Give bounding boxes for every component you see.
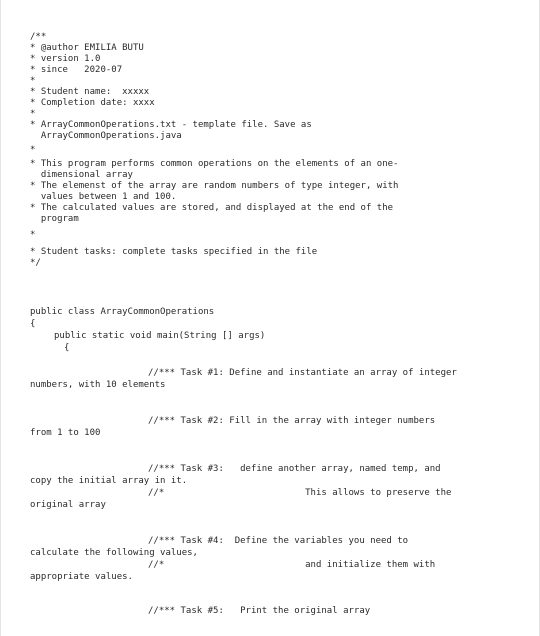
task-comment-line: numbers, with 10 elements — [30, 380, 166, 390]
main-method-declaration: public static void main(String [] args) — [54, 331, 266, 341]
author-line: * @author EMILIA BUTU — [30, 43, 144, 53]
student-tasks-line: * Student tasks: complete tasks specified in the file — [30, 247, 318, 257]
comment-blank-line: * — [30, 145, 36, 155]
class-declaration: public class ArrayCommonOperations — [30, 307, 215, 317]
description-line: * This program performs common operations on the elements of an one- — [30, 159, 399, 169]
task-comment-line: //* and initialize them with — [148, 560, 436, 570]
task-comment-line: copy the initial array in it. — [30, 476, 188, 486]
description-line: program — [30, 214, 79, 224]
completion-date-line: * Completion date: xxxx — [30, 98, 155, 108]
version-line: * version 1.0 — [30, 54, 101, 64]
comment-blank-line: * — [30, 76, 36, 86]
comment-blank-line: * — [30, 230, 36, 240]
task-comment-line: //*** Task #5: Print the original array — [148, 606, 371, 616]
task-comment-line: appropriate values. — [30, 572, 133, 582]
file-info-line: * ArrayCommonOperations.txt - template file. Save as — [30, 120, 312, 130]
task-comment-line: calculate the following values, — [30, 548, 198, 558]
description-line: * The elemenst of the array are random numbers of type integer, with — [30, 181, 399, 191]
file-info-line: ArrayCommonOperations.java — [30, 131, 182, 141]
page-left-edge — [0, 0, 1, 636]
task-comment-line: //*** Task #4: Define the variables you need to — [148, 536, 409, 546]
class-open-brace: { — [30, 319, 36, 329]
comment-close: */ — [30, 258, 41, 268]
task-comment-line: original array — [30, 500, 106, 510]
task-comment-line: //* This allows to preserve the — [148, 488, 452, 498]
since-line: * since 2020-07 — [30, 65, 123, 75]
description-line: * The calculated values are stored, and displayed at the end of the — [30, 203, 394, 213]
task-comment-line: //*** Task #3: define another array, named temp, and — [148, 464, 441, 474]
student-name-line: * Student name: xxxxx — [30, 87, 150, 97]
main-open-brace: { — [64, 343, 70, 353]
description-line: values between 1 and 100. — [30, 192, 177, 202]
description-line: dimensional array — [30, 170, 133, 180]
comment-blank-line: * — [30, 109, 36, 119]
task-comment-line: from 1 to 100 — [30, 428, 101, 438]
comment-open: /** — [30, 32, 47, 42]
task-comment-line: //*** Task #1: Define and instantiate an array of integer — [148, 368, 457, 378]
task-comment-line: //*** Task #2: Fill in the array with integer numbers — [148, 416, 436, 426]
